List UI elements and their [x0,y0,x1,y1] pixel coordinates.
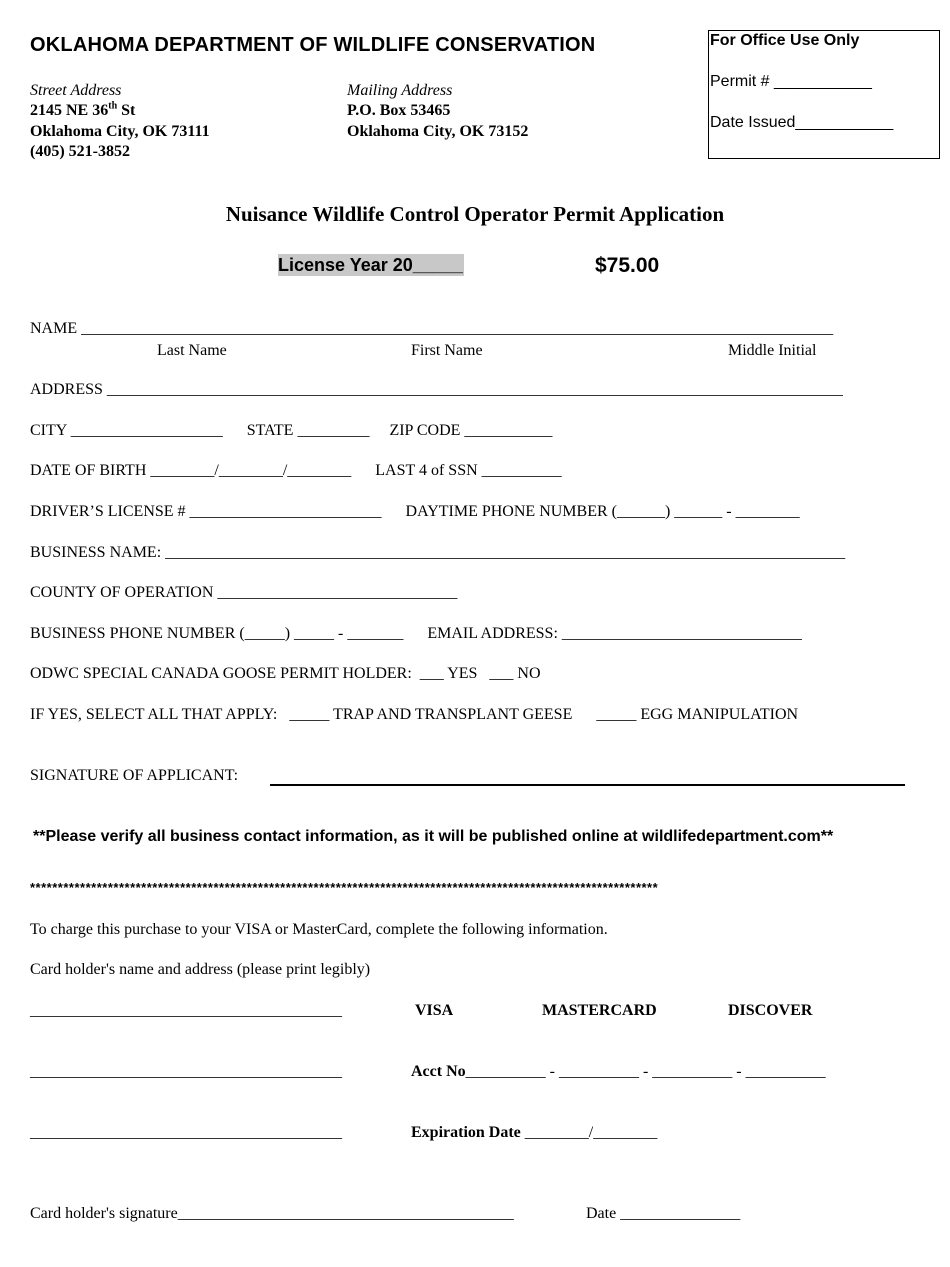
mailing-address-line2: Oklahoma City, OK 73152 [347,123,529,140]
address-field[interactable]: ADDRESS ____________________________________________________________________________________________ [30,381,843,398]
goose-permit-field[interactable]: ODWC SPECIAL CANADA GOOSE PERMIT HOLDER: ___ YES ___ NO [30,665,541,682]
cardholder-line-1[interactable]: _______________________________________ [30,1002,342,1019]
signature-label: SIGNATURE OF APPLICANT: [30,767,239,784]
license-phone-fields[interactable]: DRIVER’S LICENSE # ________________________ DAYTIME PHONE NUMBER (______) ______ - ________ [30,503,800,520]
exp-label: Expiration Date [411,1124,521,1141]
acct-label: Acct No [411,1063,466,1080]
street-ordinal: th [108,100,118,112]
dob-ssn-fields[interactable]: DATE OF BIRTH ________/________/________ LAST 4 of SSN __________ [30,462,562,479]
street-address-line1 [30,102,135,120]
permit-fee: $75.00 [595,254,660,277]
discover-option[interactable]: DISCOVER [728,1002,813,1019]
mailing-address-line1: P.O. Box 53465 [347,102,451,119]
visa-option[interactable]: VISA [415,1002,454,1019]
org-title: OKLAHOMA DEPARTMENT OF WILDLIFE CONSERVATION [30,34,596,56]
first-name-caption: First Name [411,342,483,359]
separator-line: ***************************************************************************************************************** [30,880,659,895]
business-name-field[interactable]: BUSINESS NAME: _____________________________________________________________________________________ [30,544,846,561]
exp-blanks: ________/________ [520,1124,658,1141]
form-title: Nuisance Wildlife Control Operator Permit Application [225,202,725,226]
office-use-title: For Office Use Only [710,32,860,49]
last-name-caption: Last Name [157,342,227,359]
street-address-line2: Oklahoma City, OK 73111 [30,123,210,140]
name-field[interactable]: NAME ______________________________________________________________________________________________ [30,320,834,337]
cardholder-line-2[interactable]: _______________________________________ [30,1063,342,1080]
mailing-address-label: Mailing Address [347,82,453,99]
phone-number: (405) 521-3852 [30,143,130,160]
county-field[interactable]: COUNTY OF OPERATION ______________________________ [30,584,458,601]
street-address-label: Street Address [30,82,122,99]
permit-number-field[interactable]: Permit # ___________ [710,73,872,90]
verify-notice: **Please verify all business contact information, as it will be published online at wildlifedepartment.com** [33,828,834,845]
date-issued-field[interactable]: Date Issued___________ [710,114,894,131]
goose-options-field[interactable]: IF YES, SELECT ALL THAT APPLY: _____ TRAP AND TRANSPLANT GEESE _____ EGG MANIPULATION [30,706,799,723]
payment-intro: To charge this purchase to your VISA or MasterCard, complete the following information. [30,921,608,938]
card-date-field[interactable]: Date _______________ [586,1205,741,1222]
street-number: 2145 NE 36 [30,102,109,119]
mastercard-option[interactable]: MASTERCARD [542,1002,657,1019]
expiration-date-field[interactable] [411,1124,657,1142]
street-suffix: St [117,102,136,119]
office-use-box [708,30,940,159]
license-year-field[interactable]: License Year 20_____ [278,255,463,275]
cardholder-line-3[interactable]: _______________________________________ [30,1124,342,1141]
cardholder-signature-field[interactable]: Card holder's signature__________________________________________ [30,1205,514,1222]
acct-blanks: __________ - __________ - __________ - __________ [465,1063,826,1080]
middle-initial-caption: Middle Initial [728,342,817,359]
account-number-field[interactable] [411,1063,826,1081]
city-state-zip-fields[interactable]: CITY ___________________ STATE _________ ZIP CODE ___________ [30,422,553,439]
cardholder-label: Card holder's name and address (please print legibly) [30,961,371,978]
business-phone-email-fields[interactable]: BUSINESS PHONE NUMBER (_____) _____ - _______ EMAIL ADDRESS: ______________________________ [30,625,802,642]
signature-line[interactable] [270,784,905,786]
